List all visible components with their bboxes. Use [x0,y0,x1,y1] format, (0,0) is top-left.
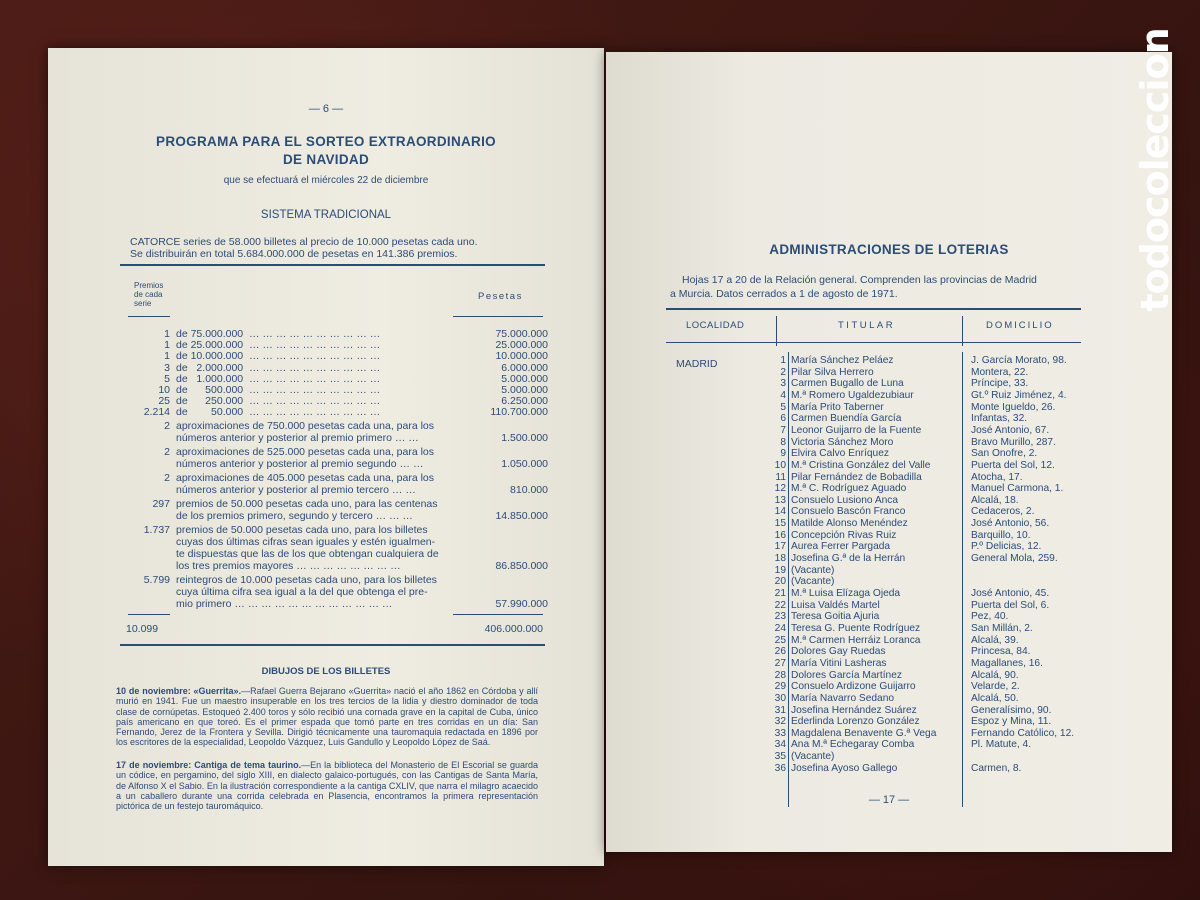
titular-name: (Vacante) [791,751,835,763]
domicilio-address: Puerta del Sol, 12. [971,459,1055,471]
domicilio-address: Velarde, 2. [971,681,1020,693]
titular-name: Teresa Goitia Ajuria [791,611,880,623]
drawing-description: 17 de noviembre: Cantiga de tema taurino.—En la biblioteca del Monasterio de El Escorial se guarda un códice, en pergamino, del siglo XIII, en dialecto galaico-portugués, con las Cantigas de Santa María, de Alfonso X el Sabio. En la ilustración correspondiente a la cantiga CXLIV, que narra el milagro acaecido a un caballero durante una corrida celebrada en Plasencia, encontramos la primera representación pictórica de un festejo tauromáquico. [116,760,538,812]
page-number: — 17 — [868,794,910,806]
administration-number: 21 [774,588,786,599]
administration-row [666,717,1136,728]
titular-name: Leonor Guijarro de la Fuente [791,424,922,436]
titular-name: Dolores García Martínez [791,669,902,681]
administration-number: 35 [774,751,786,763]
approximation-row [128,524,548,573]
prize-count: 10 [158,384,170,396]
prize-count: 2.214 [143,406,170,419]
administration-number: 25 [774,634,786,646]
administration-number: 36 [774,762,786,774]
column-header-localidad: LOCALIDAD [686,320,745,331]
administration-row [666,496,1136,507]
titular-name: M.ª C. Rodríguez Aguado [791,483,907,495]
divider [128,614,170,615]
administration-number: 29 [774,681,786,693]
administration-number: 16 [774,529,786,541]
column-header-titular: TITULAR [838,320,896,331]
prize-row [128,329,548,340]
domicilio-address: Pez, 40. [971,611,1009,623]
approximation-text: los tres premios mayores … … … … … … … … [176,560,401,573]
approximation-row [128,574,548,611]
administration-row [666,414,1136,425]
titular-name: Consuelo Ardizone Guijarro [791,681,916,693]
administration-row [666,671,1136,682]
administration-row [666,484,1136,495]
domicilio-address: Alcalá, 90. [971,669,1019,681]
titular-name: (Vacante) [791,564,835,576]
approximation-amount: 1.500.000 [501,432,548,445]
approximation-text: premios de 50.000 pesetas cada uno, para las centenas [176,497,438,510]
approximation-text: aproximaciones de 405.000 pesetas cada una, para los [176,471,435,484]
domicilio-address: Cedaceros, 2. [971,506,1035,518]
administration-number: 15 [774,518,786,530]
divider [666,308,1081,310]
page-title: ADMINISTRACIONES DE LOTERIAS [769,242,1009,257]
approximation-row [128,472,548,496]
right-page [606,52,1172,852]
left-page [48,48,604,866]
titular-name: M.ª Cristina González del Valle [791,459,931,471]
approximation-text: mio primero … … … … … … … … … … … … [176,598,393,611]
section-heading: SISTEMA TRADICIONAL [260,209,392,221]
titular-name: Teresa G. Puente Rodríguez [791,622,921,634]
domicilio-address: J. García Morato, 98. [971,355,1067,366]
approximation-text: te dispuestas que las de los que obtengan cualquiera de [176,548,439,560]
administration-row [666,706,1136,717]
prize-amount: 6.250.000 [501,395,548,408]
administration-row [666,473,1136,484]
domicilio-address: Atocha, 17. [971,471,1023,483]
approximation-count: 5.799 [143,573,170,586]
domicilio-address: Príncipe, 33. [971,378,1029,390]
administration-row [666,612,1136,623]
administration-row [666,694,1136,705]
administration-number: 28 [774,669,786,681]
administration-row [666,740,1136,751]
administration-number: 8 [780,436,786,448]
titular-name: Carmen Buendía García [791,413,902,425]
administration-row [666,647,1136,658]
column-header-pesetas: Pesetas [478,291,523,302]
approximation-text: reintegros de 10.000 pesetas cada uno, para los billetes [176,573,437,586]
divider [120,644,545,646]
approximation-count: 2 [164,445,170,458]
domicilio-address: Puerta del Sol, 6. [971,599,1050,611]
prize-amount: 5.000.000 [501,384,548,396]
prize-description: de 500.000 … … … … … … … … … … [176,385,381,396]
prize-amount: 5.000.000 [501,372,548,385]
approximation-amount: 810.000 [510,483,548,496]
administration-number: 3 [780,378,786,390]
titular-name: Pilar Silva Herrero [791,366,874,378]
titular-name: Luisa Valdés Martel [791,599,880,611]
approximation-amount: 1.050.000 [501,458,548,471]
titular-name: Ana M.ª Echegaray Comba [791,739,915,751]
titular-name: María Prito Taberner [791,401,884,413]
approximation-text: números anterior y posterior al premio segundo … … [176,458,424,471]
prize-row [128,407,548,418]
prize-description: de 25.000.000 … … … … … … … … … … [176,340,381,352]
prize-count: 1 [164,328,170,340]
subtitle: que se efectuará el miércoles 22 de diciembre [223,175,429,186]
titular-name: Victoria Sánchez Moro [791,436,894,448]
domicilio-address: Monte Igueldo, 26. [971,401,1056,413]
titular-name: María Navarro Sedano [791,692,895,704]
approximation-count: 297 [152,497,170,510]
titular-name: Elvira Calvo Enríquez [791,448,889,460]
administration-number: 31 [774,704,786,716]
approximation-amount: 86.850.000 [495,560,548,573]
prize-amount: 6.000.000 [501,361,548,374]
administration-number: 10 [774,459,786,471]
page-title-line2: DE NAVIDAD [282,152,369,167]
approximation-amount: 57.990.000 [495,598,548,611]
approximation-row [128,446,548,470]
administration-row [666,554,1136,565]
titular-name: Consuelo Lusiono Anca [791,494,899,506]
titular-name: M.ª Romero Ugaldezubiaur [791,389,914,401]
watermark [1131,20,1179,320]
administration-number: 18 [774,553,786,565]
administration-number: 24 [774,622,786,634]
domicilio-address: José Antonio, 45. [971,588,1050,599]
domicilio-address: Montera, 22. [971,366,1029,378]
titular-name: Concepción Rivas Ruiz [791,529,897,541]
intro-line: a Murcia. Datos cerrados a 1 de agosto de 1971. [670,288,898,300]
administration-number: 34 [774,739,786,751]
administration-number: 14 [774,506,786,518]
domicilio-address: Alcalá, 50. [971,692,1019,704]
domicilio-address: Magallanes, 16. [971,657,1043,669]
prize-amount: 10.000.000 [495,350,548,363]
approximation-text: de los premios primero, segundo y tercero … … … [176,509,413,522]
prize-row [128,363,548,374]
administration-number: 1 [780,355,786,366]
titular-name: Magdalena Benavente G.ª Vega [791,727,937,739]
prize-count: 5 [164,372,170,385]
administration-number: 6 [780,413,786,425]
titular-name: Josefina G.ª de la Herrán [791,553,906,565]
administration-number: 7 [780,424,786,436]
prize-row [128,385,548,396]
administration-row [666,519,1136,530]
prize-amount: 75.000.000 [495,328,548,340]
approximation-count: 2 [164,471,170,484]
column-header-domicilio: DOMICILIO [986,320,1054,331]
administration-number: 23 [774,611,786,623]
approximation-text: premios de 50.000 pesetas cada uno, para los billetes [176,523,428,536]
page-number: — 6 — [308,103,344,115]
domicilio-address: Bravo Murillo, 287. [971,436,1056,448]
approximation-amount: 14.850.000 [495,509,548,522]
prize-description: de 250.000 … … … … … … … … … … [176,396,381,408]
administration-number: 9 [780,448,786,460]
intro-line: CATORCE series de 58.000 billetes al precio de 10.000 pesetas cada uno. [130,236,478,248]
administration-row [666,379,1136,390]
titular-name: María Sánchez Peláez [791,355,894,366]
domicilio-address: Barquillo, 10. [971,529,1031,541]
column-header-prizes: Premios de cada serie [134,281,164,308]
domicilio-address: Princesa, 84. [971,646,1031,658]
approximation-text: cuyas dos últimas cifras sean iguales y estén igualmen- [176,535,436,548]
domicilio-address: Pl. Matute, 4. [971,739,1032,751]
administration-number: 27 [774,657,786,669]
administration-row [666,566,1136,577]
domicilio-address: Espoz y Mina, 11. [971,716,1052,728]
administration-row [666,624,1136,635]
prize-row [128,396,548,407]
divider [128,316,170,317]
prize-count: 1 [164,339,170,352]
administration-row [666,542,1136,553]
prize-amount: 25.000.000 [495,339,548,352]
intro-line: Se distribuirán en total 5.684.000.000 de pesetas en 141.386 premios. [130,248,458,260]
prize-description: de 10.000.000 … … … … … … … … … … [176,351,381,363]
administration-row [666,659,1136,670]
approximation-count: 2 [164,420,170,432]
divider [120,264,545,266]
prize-description: de 1.000.000 … … … … … … … … … … [176,373,381,385]
titular-name: María Vitini Lasheras [791,657,887,669]
prize-count: 1 [164,350,170,363]
titular-name: Aurea Ferrer Pargada [791,541,891,553]
watermark-text: todocoleccion [1133,28,1177,312]
administration-row [666,438,1136,449]
titular-name: Consuelo Bascón Franco [791,506,906,518]
administration-number: 5 [780,401,786,413]
administration-row [666,636,1136,647]
administration-row [666,531,1136,542]
administration-row [666,461,1136,472]
titular-name: Matilde Alonso Menéndez [791,518,908,530]
administration-row [666,729,1136,740]
prize-description: de 2.000.000 … … … … … … … … … … [176,362,381,374]
titular-name: M.ª Carmen Herráiz Loranca [791,634,921,646]
domicilio-address: Infantas, 32. [971,413,1028,425]
administration-row [666,368,1136,379]
locality-label: MADRID [676,358,718,370]
administration-number: 11 [775,471,786,483]
prize-row [128,340,548,351]
administration-number: 26 [774,646,786,658]
titular-name: Dolores Gay Ruedas [791,646,886,658]
approximation-text: aproximaciones de 750.000 pesetas cada una, para los [176,420,435,432]
administration-row [666,403,1136,414]
approximation-text: aproximaciones de 525.000 pesetas cada una, para los [176,445,435,458]
prize-row [128,351,548,362]
administration-row [666,577,1136,588]
intro-line: Hojas 17 a 20 de la Relación general. Comprenden las provincias de Madrid [682,274,1037,286]
administration-number: 30 [774,692,786,704]
administration-row [666,589,1136,600]
domicilio-address: Gt.º Ruiz Jiménez, 4. [971,389,1067,401]
titular-name: Ederlinda Lorenzo González [791,716,920,728]
domicilio-address: Fernando Católico, 12. [971,727,1075,739]
administration-number: 33 [774,727,786,739]
approximation-row [128,420,548,444]
domicilio-address: Alcalá, 39. [971,634,1019,646]
domicilio-address: José Antonio, 67. [971,424,1050,436]
prize-description: de 50.000 … … … … … … … … … … [176,407,381,419]
domicilio-address: San Onofre, 2. [971,448,1038,460]
administration-row [666,601,1136,612]
domicilio-address: Generalísimo, 90. [971,704,1052,716]
approximation-text: números anterior y posterior al premio primero … … [176,432,419,445]
prize-count: 25 [158,395,170,408]
titular-name: Josefina Ayoso Gallego [791,762,898,774]
domicilio-address: José Antonio, 56. [971,518,1050,530]
administration-number: 4 [780,389,786,401]
titular-name: (Vacante) [791,576,835,588]
prize-amount: 110.700.000 [490,406,548,419]
domicilio-address: P.º Delicias, 12. [971,541,1042,553]
titular-name: M.ª Luisa Elízaga Ojeda [791,588,901,599]
administration-number: 17 [774,541,786,553]
administration-row [666,764,1136,775]
administration-number: 2 [780,366,786,378]
divider [666,342,1081,343]
domicilio-address: General Mola, 259. [971,553,1058,565]
administration-number: 20 [774,576,786,588]
titular-name: Pilar Fernández de Bobadilla [791,471,922,483]
approximation-text: cuya última cifra sea igual a la del que obtenga el pre- [176,586,428,599]
approximation-count: 1.737 [143,523,170,536]
administration-row [666,356,1136,367]
administration-row [666,449,1136,460]
divider [453,316,543,317]
domicilio-address: San Millán, 2. [971,622,1033,634]
total-amount: 406.000.000 [484,623,543,635]
administration-number: 12 [774,483,786,495]
drawings-title: DIBUJOS DE LOS BILLETES [261,666,391,677]
administration-number: 19 [774,564,786,576]
prize-count: 3 [164,361,170,374]
prize-description: de 75.000.000 … … … … … … … … … … [176,329,381,340]
administration-row [666,682,1136,693]
titular-name: Josefina Hernández Suárez [791,704,917,716]
administration-number: 13 [774,494,786,506]
administration-row [666,507,1136,518]
titular-name: Carmen Bugallo de Luna [791,378,904,390]
approximation-text: números anterior y posterior al premio tercero … … [176,484,416,496]
administration-row [666,752,1136,763]
page-title: PROGRAMA PARA EL SORTEO EXTRAORDINARIO [156,134,496,149]
divider [453,614,543,615]
administration-row [666,391,1136,402]
drawing-description: 10 de noviembre: «Guerrita».—Rafael Guerra Bejarano «Guerrita» nació el año 1862 en Córdoba y allí murió en 1941. Fue un maestro insuperable en los tres tercios de la lidia y diestro dominador de toda clase de cornúpetas. Estoqueó 2.400 toros y sólo recibió una cornada grave en la capital de Cuba, único país americano en que toreó. Es el primer espada que tomó parte en tres corridas en un día: San Fernando, Jerez de la Frontera y Sevilla. Dirigió técnicamente una tauromaquia redactada en 1896 por los escritores de la especialidad, Leopoldo Vázquez, Luis Gandullo y Leopoldo López de Saá. [116,686,538,748]
domicilio-address: Carmen, 8. [971,762,1022,774]
administration-row [666,426,1136,437]
approximation-row [128,498,548,522]
domicilio-address: Alcalá, 18. [971,494,1019,506]
prize-row [128,374,548,385]
total-count: 10.099 [126,623,159,635]
domicilio-address: Manuel Carmona, 1. [971,483,1064,495]
administration-number: 22 [774,599,786,611]
administration-number: 32 [774,716,786,728]
